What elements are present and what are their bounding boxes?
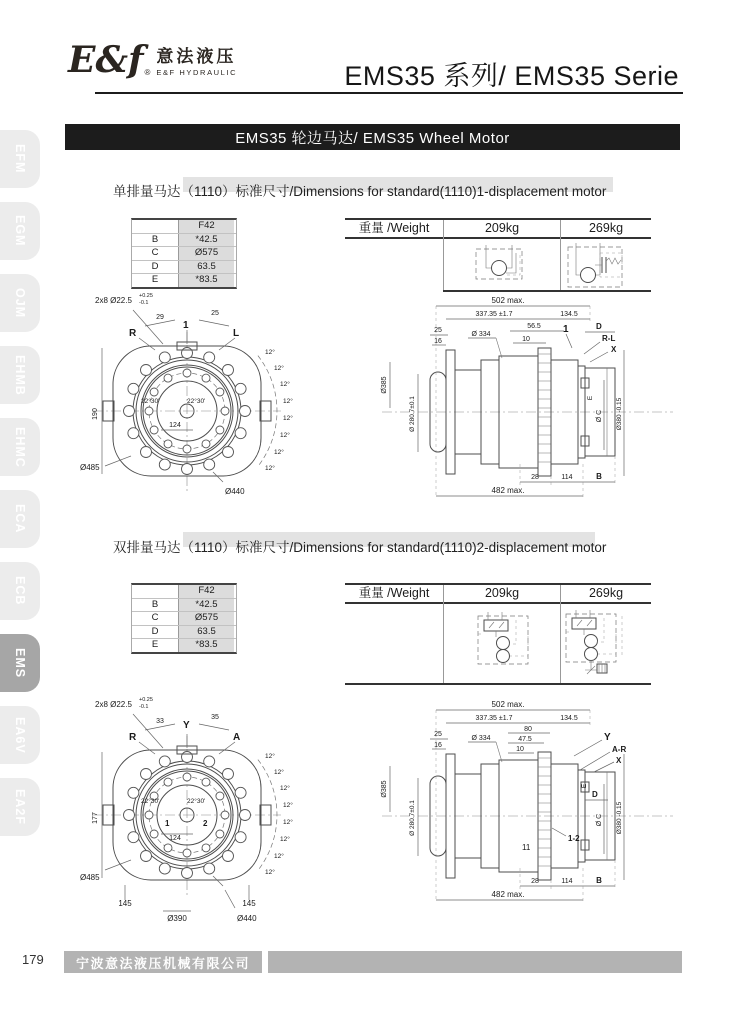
port-r-label: R — [129, 732, 137, 743]
dim-334: Ø 334 — [471, 735, 491, 742]
dim-2807: Ø 280.7±0.1 — [409, 800, 416, 836]
logo-glyph: E&f — [68, 39, 144, 81]
front-view-drawing-1 — [75, 286, 375, 524]
dim-d: D — [596, 322, 602, 331]
angle-step: 12° — [280, 836, 290, 843]
dim-35: 35 — [211, 714, 219, 721]
port-x-label: X — [611, 345, 617, 354]
page-number: 179 — [22, 952, 44, 967]
dim-380: Ø380 -0.15 — [616, 397, 623, 431]
hydraulic-symbol-dual-displacement-brake — [558, 604, 632, 684]
row-value: *42.5 — [178, 234, 234, 247]
sidebar-item-efm — [0, 130, 40, 188]
tolerance-upper: +0.25 — [139, 697, 153, 703]
port-rl-label: R-L — [602, 334, 616, 343]
table-divider — [443, 237, 444, 290]
bolt-note-label: 2x8 Ø22.5 — [95, 296, 132, 305]
tab-label: EA2F — [13, 789, 27, 825]
dim-28: 28 — [531, 474, 539, 481]
dim-d485: Ø485 — [80, 463, 100, 472]
port-x-label: X — [616, 756, 622, 765]
angle-step: 12° — [283, 398, 293, 405]
dim-25: 25 — [434, 731, 442, 738]
tab-label: EMS — [13, 647, 27, 679]
dim-d390: Ø390 — [167, 914, 187, 923]
port-2-label: 2 — [203, 819, 208, 828]
side-view-drawing-2 — [368, 692, 684, 930]
dim-28: 28 — [531, 878, 539, 885]
page-title: EMS35 系列/ EMS35 Serie — [344, 61, 679, 91]
dim-1345: 134.5 — [560, 715, 578, 722]
dim-502max: 502 max. — [491, 296, 525, 305]
tolerance-upper: +0.25 — [139, 293, 153, 299]
col-header: F42 — [178, 585, 234, 598]
dim-33735: 337.35 ±1.7 — [475, 311, 513, 318]
section2-title: 双排量马达（1110）标准尺寸/Dimensions for standard(1110)2-displacement motor — [113, 540, 607, 555]
bolt-note-label: 2x8 Ø22.5 — [95, 700, 132, 709]
angle-step: 12° — [274, 769, 284, 776]
dim-502max: 502 max. — [491, 700, 525, 709]
angle-step: 12° — [280, 381, 290, 388]
table-divider — [443, 602, 444, 683]
row-key: C — [151, 612, 159, 623]
row-key: B — [151, 233, 159, 245]
angle-step: 12° — [283, 802, 293, 809]
row-value: *83.5 — [178, 639, 234, 652]
dim-177: 177 — [92, 812, 99, 824]
angle-step: 12° — [280, 432, 290, 439]
section-banner: EMS35 轮边马达/ EMS35 Wheel Motor — [65, 124, 680, 150]
dim-b: B — [596, 876, 602, 885]
tab-label: OJM — [13, 287, 27, 319]
angle-step: 12° — [280, 785, 290, 792]
dim-e: E — [581, 783, 588, 789]
row-value: 63.5 — [178, 626, 234, 639]
dim-25: 25 — [211, 310, 219, 317]
row-key: B — [151, 598, 159, 610]
angle-left: 22°30' — [141, 798, 160, 805]
dim-1345: 134.5 — [560, 311, 578, 318]
tolerance-lower: -0.1 — [139, 300, 149, 306]
row-value: Ø575 — [178, 612, 234, 625]
angle-step: 12° — [274, 449, 284, 456]
dim-e: E — [587, 395, 594, 401]
label-11: 11 — [522, 843, 531, 852]
dim-385: Ø385 — [381, 376, 388, 394]
dim-124: 124 — [169, 422, 181, 429]
port-1-label: 1 — [183, 320, 189, 331]
port-r-label: R — [129, 328, 137, 339]
row-key: E — [151, 274, 159, 285]
sidebar-item-ecb — [0, 562, 40, 620]
company-logo — [68, 39, 238, 81]
section2-dimension-table — [131, 583, 237, 654]
dim-80: 80 — [524, 726, 532, 733]
port-y-label: Y — [604, 732, 611, 743]
hydraulic-symbol-single-displacement-brake — [562, 239, 634, 295]
row-value: *83.5 — [178, 274, 234, 287]
sidebar-item-ehmc — [0, 418, 40, 476]
weight-label: 重量 /Weight — [358, 586, 430, 600]
sidebar-item-ea6v — [0, 706, 40, 764]
footer-decor-bar — [268, 951, 682, 973]
row-key: C — [151, 247, 159, 258]
port-l-label: L — [233, 328, 240, 339]
angle-right: 22°30' — [187, 798, 206, 805]
dim-2807: Ø 280.7±0.1 — [409, 396, 416, 432]
angle-step: 12° — [265, 349, 275, 356]
section2-weight-table — [345, 583, 651, 604]
tab-label: ECA — [13, 504, 27, 534]
dim-145-right: 145 — [242, 899, 256, 908]
tab-label: EHMB — [13, 354, 27, 396]
dim-oc: Ø C — [596, 813, 603, 827]
dim-334: Ø 334 — [471, 331, 491, 338]
sidebar-item-egm — [0, 202, 40, 260]
dim-10: 10 — [516, 746, 524, 753]
angle-step: 12° — [265, 869, 275, 876]
dim-124: 124 — [169, 835, 181, 842]
row-value: Ø575 — [178, 247, 234, 260]
weight-value-2: 269kg — [560, 220, 651, 237]
row-value: *42.5 — [178, 599, 234, 612]
tab-label: ECB — [13, 576, 27, 606]
port-ar-label: A-R — [612, 745, 627, 754]
port-a-label: A — [233, 732, 241, 743]
angle-step: 12° — [265, 465, 275, 472]
row-key: D — [151, 625, 159, 637]
port-1-label: 1 — [165, 819, 170, 828]
sidebar-item-ojm — [0, 274, 40, 332]
port-1-label: 1 — [563, 324, 569, 335]
dim-145-left: 145 — [118, 899, 132, 908]
port-12-label: 1-2 — [568, 834, 580, 843]
tab-label: EFM — [13, 144, 27, 174]
dim-114: 114 — [561, 474, 573, 481]
logo-english-text: E&F HYDRAULIC — [156, 68, 238, 77]
row-key: D — [151, 260, 159, 272]
dim-16: 16 — [434, 338, 442, 345]
front-view-drawing-2 — [75, 690, 375, 942]
tab-label: EA6V — [13, 716, 27, 754]
weight-label: 重量 /Weight — [358, 221, 430, 235]
angle-step: 12° — [265, 753, 275, 760]
angle-left: 22°30' — [141, 398, 160, 405]
hydraulic-symbol-dual-displacement — [472, 606, 538, 678]
tab-label: EHMC — [13, 426, 27, 468]
dim-482max: 482 max. — [491, 486, 525, 495]
dim-190: 190 — [92, 408, 99, 420]
dim-565: 56.5 — [527, 323, 541, 330]
dim-482max: 482 max. — [491, 890, 525, 899]
angle-step: 12° — [283, 415, 293, 422]
registered-mark: ® — [144, 68, 151, 77]
sidebar-item-ehmb — [0, 346, 40, 404]
dim-b: B — [596, 472, 602, 481]
dim-10: 10 — [522, 336, 530, 343]
weight-value-1: 209kg — [443, 220, 560, 237]
port-y-label: Y — [183, 720, 190, 731]
tab-label: EGM — [13, 215, 27, 247]
tolerance-lower: -0.1 — [139, 704, 149, 710]
hydraulic-symbol-single-displacement — [470, 241, 532, 289]
dim-25: 25 — [434, 327, 442, 334]
weight-value-1: 209kg — [443, 585, 560, 602]
side-view-drawing-1 — [368, 288, 684, 510]
logo-chinese-text: 意法液压 — [156, 47, 237, 66]
dim-114: 114 — [561, 878, 573, 885]
angle-right: 22°30' — [187, 398, 206, 405]
dim-380: Ø380 -0.15 — [616, 801, 623, 835]
dim-oc: Ø C — [596, 409, 603, 423]
angle-step: 12° — [283, 819, 293, 826]
table-divider — [560, 237, 561, 290]
dim-33735: 337.35 ±1.7 — [475, 715, 513, 722]
dim-d: D — [592, 790, 598, 799]
dim-29: 29 — [156, 314, 164, 321]
angle-step: 12° — [274, 853, 284, 860]
section1-dimension-table — [131, 218, 237, 289]
weight-value-2: 269kg — [560, 585, 651, 602]
dim-16: 16 — [434, 742, 442, 749]
section1-title: 单排量马达（1110）标准尺寸/Dimensions for standard(1110)1-displacement motor — [113, 184, 607, 199]
sidebar-item-ems-active — [0, 634, 40, 692]
sidebar-item-eca — [0, 490, 40, 548]
dim-475: 47.5 — [518, 736, 532, 743]
dim-d485: Ø485 — [80, 873, 100, 882]
row-key: E — [151, 639, 159, 650]
angle-step: 12° — [274, 365, 284, 372]
section1-weight-table — [345, 218, 651, 239]
dim-d440: Ø440 — [237, 914, 257, 923]
footer-company-bar: 宁波意法液压机械有限公司 — [64, 951, 262, 973]
row-value: 63.5 — [178, 261, 234, 274]
dim-33: 33 — [156, 718, 164, 725]
header-rule — [95, 92, 683, 94]
dim-d440: Ø440 — [225, 487, 245, 496]
col-header: F42 — [178, 220, 234, 233]
dim-385: Ø385 — [381, 780, 388, 798]
sidebar-item-ea2f — [0, 778, 40, 836]
